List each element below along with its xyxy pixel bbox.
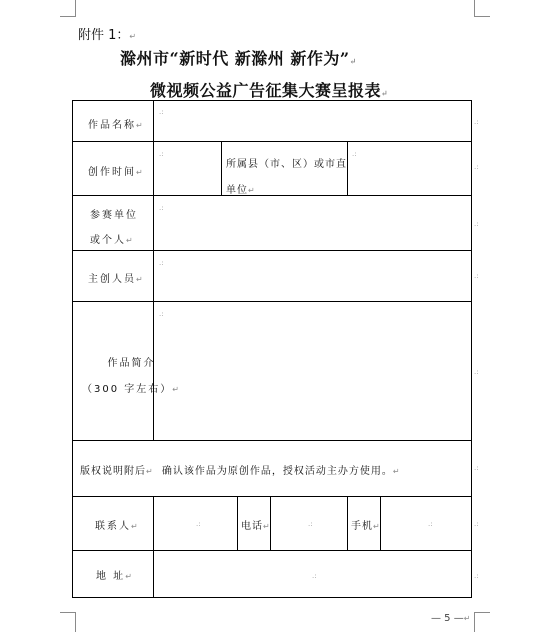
title-line2-text: 微视频公益广告征集大赛呈报表	[150, 81, 382, 100]
address-label	[96, 567, 134, 582]
cell-marker: .:	[474, 163, 479, 171]
paragraph-mark: ↵	[125, 572, 134, 581]
cell-marker: .:	[474, 572, 479, 580]
cell-marker: .:	[474, 464, 479, 472]
intro-field[interactable]	[154, 302, 471, 440]
work-name-field[interactable]	[154, 101, 471, 141]
attachment-label	[78, 24, 136, 43]
cell-marker: .:	[159, 108, 164, 116]
creation-time-label	[88, 163, 145, 178]
creation-time-field[interactable]	[154, 142, 221, 195]
attachment-label-text: 附件 1：	[78, 28, 130, 43]
crop-mark-top-left	[60, 16, 76, 17]
copyright-statement: 确认该作品为原创作品，授权活动主办方使用。	[161, 466, 393, 477]
table-border	[347, 496, 348, 551]
crop-mark-bottom-left	[60, 612, 76, 613]
work-name-label-text: 作品名称	[88, 120, 136, 131]
paragraph-mark: ↵	[392, 467, 401, 476]
cell-marker: .:	[352, 150, 357, 158]
participant-label-line2: 或个人	[90, 235, 126, 246]
intro-label-line1: 作品简介	[107, 358, 156, 369]
cell-marker: .:	[159, 259, 164, 267]
copyright-label: 版权说明附后	[80, 466, 146, 477]
cell-marker: .:	[474, 368, 479, 376]
table-border	[72, 440, 471, 441]
cell-marker: .:	[428, 520, 433, 528]
mobile-label-text: 手机	[351, 521, 373, 532]
cell-marker: .:	[308, 520, 313, 528]
paragraph-mark: ↵	[373, 522, 381, 531]
participant-label-line2-row	[90, 228, 138, 253]
intro-label-line2: （300 字左右）	[82, 384, 173, 395]
table-border	[221, 141, 222, 196]
cell-marker: .:	[474, 118, 479, 126]
crop-mark-bottom-right	[474, 612, 490, 613]
phone-label-text: 电话	[241, 521, 263, 532]
page-number	[431, 613, 470, 624]
table-border	[72, 100, 73, 598]
crop-mark-bottom-right	[474, 612, 475, 632]
county-unit-field[interactable]	[348, 142, 471, 195]
table-border	[237, 496, 238, 551]
cell-marker: .:	[159, 204, 164, 212]
paragraph-mark: ↵	[263, 522, 271, 531]
main-creators-field[interactable]	[154, 251, 471, 301]
participant-field[interactable]	[154, 196, 471, 250]
cell-marker: .:	[474, 272, 479, 280]
paragraph-mark: ↵	[136, 168, 145, 177]
cell-marker: .:	[159, 150, 164, 158]
copyright-row	[80, 462, 401, 477]
table-border	[72, 597, 471, 598]
paragraph-mark: ↵	[146, 467, 154, 476]
mobile-label	[351, 517, 381, 532]
form-title-line2	[150, 78, 388, 101]
participant-label	[90, 203, 138, 253]
paragraph-mark: ↵	[126, 236, 135, 245]
cell-marker: .:	[159, 310, 164, 318]
crop-mark-top-right	[474, 0, 475, 16]
cell-marker: .:	[312, 572, 317, 580]
paragraph-mark: ↵	[136, 121, 145, 130]
paragraph-mark: ↵	[248, 186, 256, 195]
table-border	[471, 100, 472, 598]
crop-mark-top-right	[474, 16, 490, 17]
county-unit-label-line1: 所属县（市、区）或市直	[226, 159, 347, 170]
county-unit-label-line2: 单位	[226, 185, 248, 196]
paragraph-mark: ↵	[129, 32, 137, 41]
paragraph-mark: ↵	[463, 614, 471, 623]
creation-time-label-text: 创作时间	[88, 167, 136, 178]
paragraph-mark: ↵	[349, 56, 357, 66]
main-creators-label	[88, 270, 145, 285]
contact-label-text: 联系人	[95, 521, 131, 532]
title-line1-text: 滁州市“新时代 新滁州 新作为”	[120, 49, 350, 68]
main-creators-label-text: 主创人员	[88, 274, 136, 285]
paragraph-mark: ↵	[381, 88, 389, 98]
page-number-text: — 5 —	[431, 613, 464, 624]
cell-marker: .:	[474, 220, 479, 228]
contact-label	[95, 517, 140, 532]
paragraph-mark: ↵	[172, 385, 181, 394]
work-name-label	[88, 116, 145, 131]
crop-mark-top-left	[75, 0, 76, 16]
mobile-field[interactable]	[381, 497, 471, 550]
phone-label	[241, 517, 271, 532]
crop-mark-bottom-left	[75, 612, 76, 632]
paragraph-mark: ↵	[136, 275, 145, 284]
form-title-line1	[120, 46, 357, 69]
paragraph-mark: ↵	[131, 522, 140, 531]
cell-marker: .:	[474, 520, 479, 528]
participant-label-line1: 参赛单位	[90, 210, 138, 221]
cell-marker: .:	[196, 520, 201, 528]
address-label-text: 地 址	[96, 571, 126, 582]
